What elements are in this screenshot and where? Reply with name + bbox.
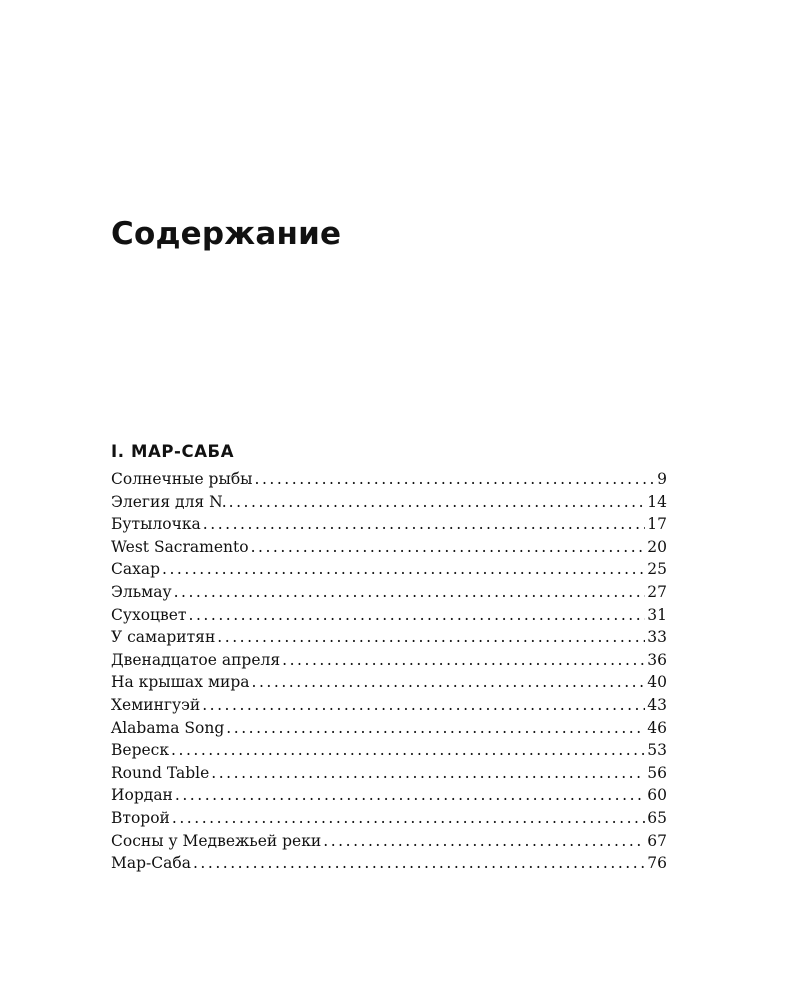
toc-entry-page: 17 [647,515,667,534]
toc-entry-title: Двенадцатое апреля [111,650,281,669]
toc-entry-page: 60 [647,786,667,805]
toc-dot-leader [211,762,645,785]
toc-entry[interactable] [111,491,667,514]
toc-dot-leader [171,739,645,762]
toc-entry-title: Сосны у Медвежьей реки [111,831,322,850]
toc-entry[interactable] [111,830,667,853]
toc-entry[interactable] [111,626,667,649]
toc-entry-page: 56 [647,763,667,782]
toc-entry[interactable] [111,536,667,559]
toc-entry-page: 76 [647,854,667,873]
toc-entry[interactable] [111,739,667,762]
toc-dot-leader [174,581,646,604]
toc-dot-leader [323,830,645,853]
toc-entry-title: На крышах мира [111,673,250,692]
toc-dot-leader [189,604,646,627]
toc-entry-title: У самаритян [111,628,216,647]
toc-entry-page: 14 [647,492,667,511]
toc-entry[interactable] [111,694,667,717]
toc-entry-title: Элегия для N. [111,492,227,511]
toc-entry[interactable] [111,604,667,627]
toc-dot-leader [254,468,655,491]
toc-entry-title: Эльмау [111,582,172,601]
toc-entry[interactable] [111,581,667,604]
toc-entry-page: 46 [647,718,667,737]
section-heading: I. МАР-САБА [111,442,235,461]
toc-entry[interactable] [111,671,667,694]
toc-entry-title: Хемингуэй [111,695,201,714]
toc-entry-page: 20 [647,537,667,556]
toc-entry[interactable] [111,649,667,672]
toc-entry-page: 53 [647,741,667,760]
toc-entry-page: 36 [647,650,667,669]
toc-entry[interactable] [111,852,667,875]
toc-dot-leader [226,717,645,740]
toc-entry[interactable] [111,558,667,581]
toc-entry-page: 25 [647,560,667,579]
toc-entry-title: Бутылочка [111,515,201,534]
toc-list [111,468,667,875]
page-title: Содержание [111,216,342,252]
toc-dot-leader [175,784,645,807]
toc-entry-title: Мар-Саба [111,854,191,873]
toc-dot-leader [203,513,645,536]
toc-entry[interactable] [111,513,667,536]
toc-entry-page: 67 [647,831,667,850]
toc-entry[interactable] [111,807,667,830]
toc-entry-page: 27 [647,582,667,601]
toc-entry[interactable] [111,784,667,807]
toc-dot-leader [229,491,646,514]
toc-entry-title: Солнечные рыбы [111,470,253,488]
toc-dot-leader [172,807,645,830]
toc-entry-title: Иордан [111,786,173,805]
toc-entry-title: Сахар [111,560,161,579]
toc-entry-title: Второй [111,808,170,827]
toc-entry-title: West Sacramento [111,537,249,556]
toc-dot-leader [202,694,645,717]
toc-dot-leader [282,649,645,672]
toc-entry-title: Round Table [111,763,210,782]
toc-entry[interactable] [111,717,667,740]
toc-dot-leader [162,558,645,581]
toc-dot-leader [217,626,645,649]
toc-entry-title: Сухоцвет [111,605,187,624]
toc-entry-page: 33 [647,628,667,647]
toc-entry[interactable] [111,468,667,491]
toc-entry-page: 43 [647,695,667,714]
toc-entry-page: 31 [647,605,667,624]
toc-entry-page: 65 [647,808,667,827]
toc-entry-title: Alabama Song [111,718,225,737]
toc-dot-leader [251,536,646,559]
toc-dot-leader [193,852,645,875]
toc-entry-title: Вереск [111,741,170,760]
toc-entry-page: 9 [657,470,667,488]
toc-entry-page: 40 [647,673,667,692]
toc-entry[interactable] [111,762,667,785]
toc-dot-leader [252,671,646,694]
